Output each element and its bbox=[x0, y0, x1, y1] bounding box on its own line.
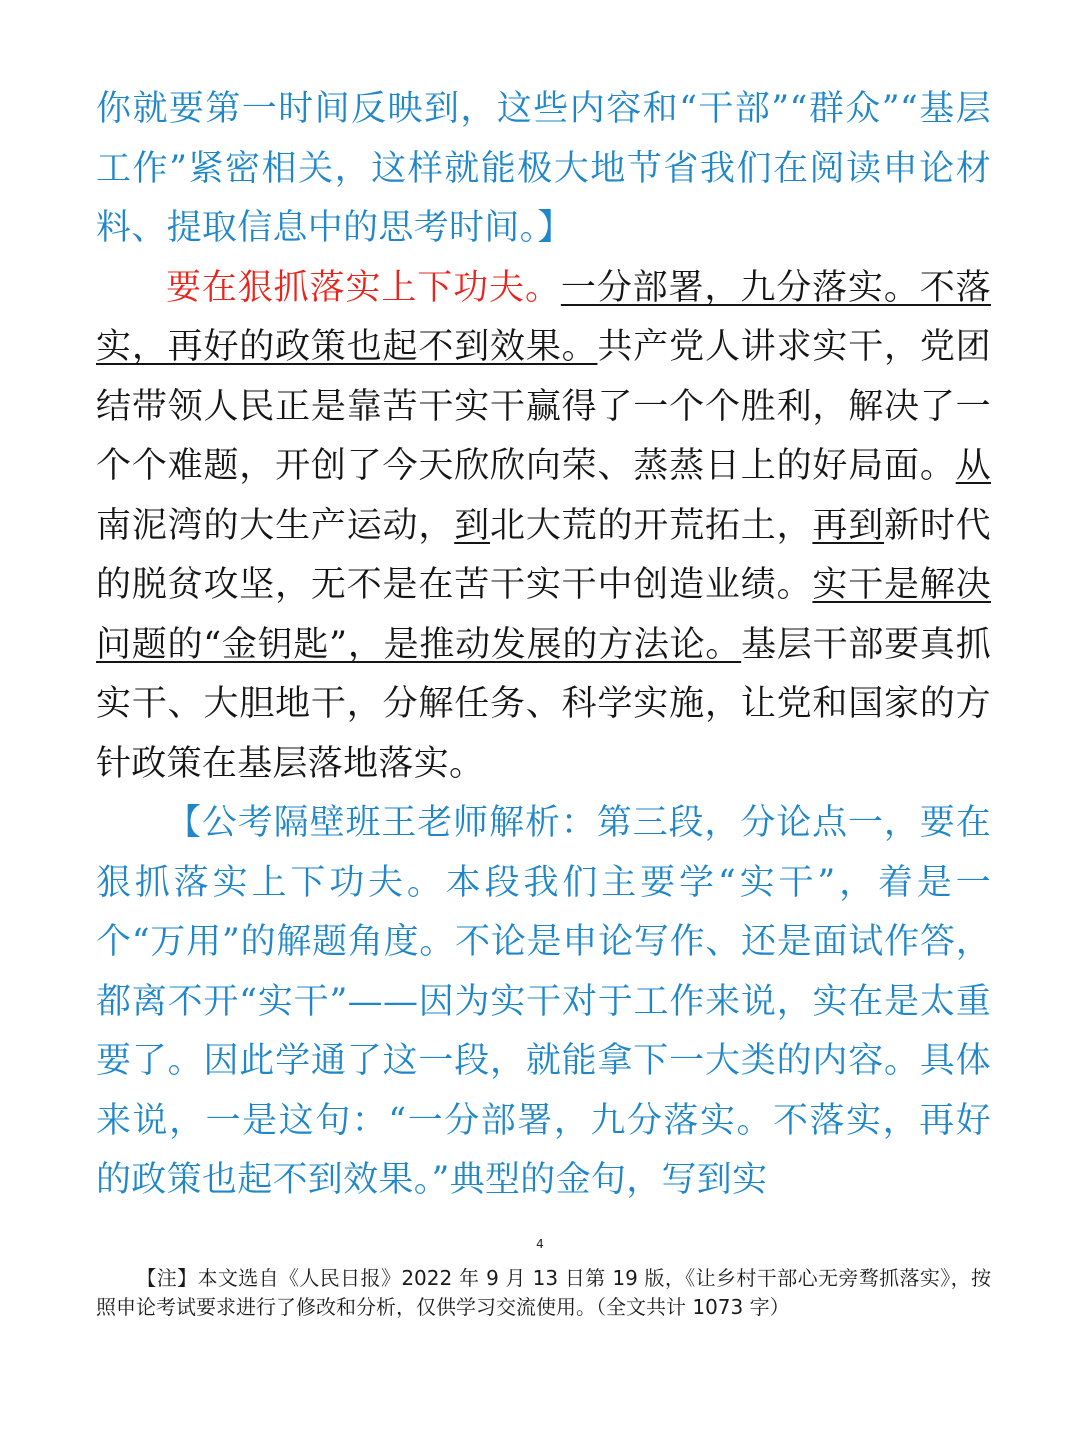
underlined-quote: 一分部署，九分落实。不落实，再好的政策也起不到效果。 bbox=[96, 267, 991, 367]
article-body bbox=[96, 80, 991, 1211]
underlined-connector-again: 再到 bbox=[812, 505, 885, 546]
body-segment: 南泥湾的大生产运动， bbox=[96, 505, 455, 546]
section-heading: 要在狠抓落实上下功夫。 bbox=[166, 267, 561, 308]
underlined-connector-from: 从 bbox=[955, 446, 991, 486]
body-segment: 北大荒的开荒拓土， bbox=[490, 505, 813, 546]
footnote-text: 【注】本文选自《人民日报》2022 年 9 月 13 日第 19 版，《让乡村干部心无旁骛抓落实》，按照申论考试要求进行了修改和分析，仅供学习交流使用。（全文共计 1073 字） bbox=[96, 1266, 991, 1319]
underlined-connector-to: 到 bbox=[454, 505, 491, 546]
footnote bbox=[96, 1264, 991, 1322]
analysis-paragraph bbox=[96, 794, 991, 1211]
body-sentence: 基层干部要真抓实干、大胆地干，分解任务、科学实施，让党和国家的方针政策在基层落地落实。 bbox=[96, 624, 991, 784]
body-paragraph bbox=[96, 259, 991, 795]
analysis-paragraph-continued bbox=[96, 80, 991, 259]
body-segment: 新时代的脱贫攻坚，无不是在苦干实干中创造业绩。 bbox=[96, 505, 991, 605]
underlined-key-sentence: 实干是解决问题的“金钥匙”，是推动发展的方法论。 bbox=[96, 565, 991, 665]
page-number: 4 bbox=[536, 1237, 544, 1251]
analysis-text: 【公考隔壁班王老师解析：第三段，分论点一，要在狠抓落实上下功夫。本段我们主要学“实干”，着是一个“万用”的解题角度。不论是申论写作、还是面试作答，都离不开“实干”——因为实干对于工作来说，实在是太重要了。因此学通了这一段，就能拿下一大类的内容。具体来说，一是这句：“一分部署，九分落实。不落实，再好的政策也起不到效果。”典型的金句，写到实 bbox=[96, 803, 991, 1200]
analysis-text: 你就要第一时间反映到，这些内容和“干部”“群众”“基层工作”紧密相关，这样就能极大地节省我们在阅读申论材料、提取信息中的思考时间。】 bbox=[96, 89, 991, 248]
body-sentence: 共产党人讲求实干，党团结带领人民正是靠苦干实干赢得了一个个胜利，解决了一个个难题，开创了今天欣欣向荣、蒸蒸日上的好局面。 bbox=[96, 327, 991, 486]
